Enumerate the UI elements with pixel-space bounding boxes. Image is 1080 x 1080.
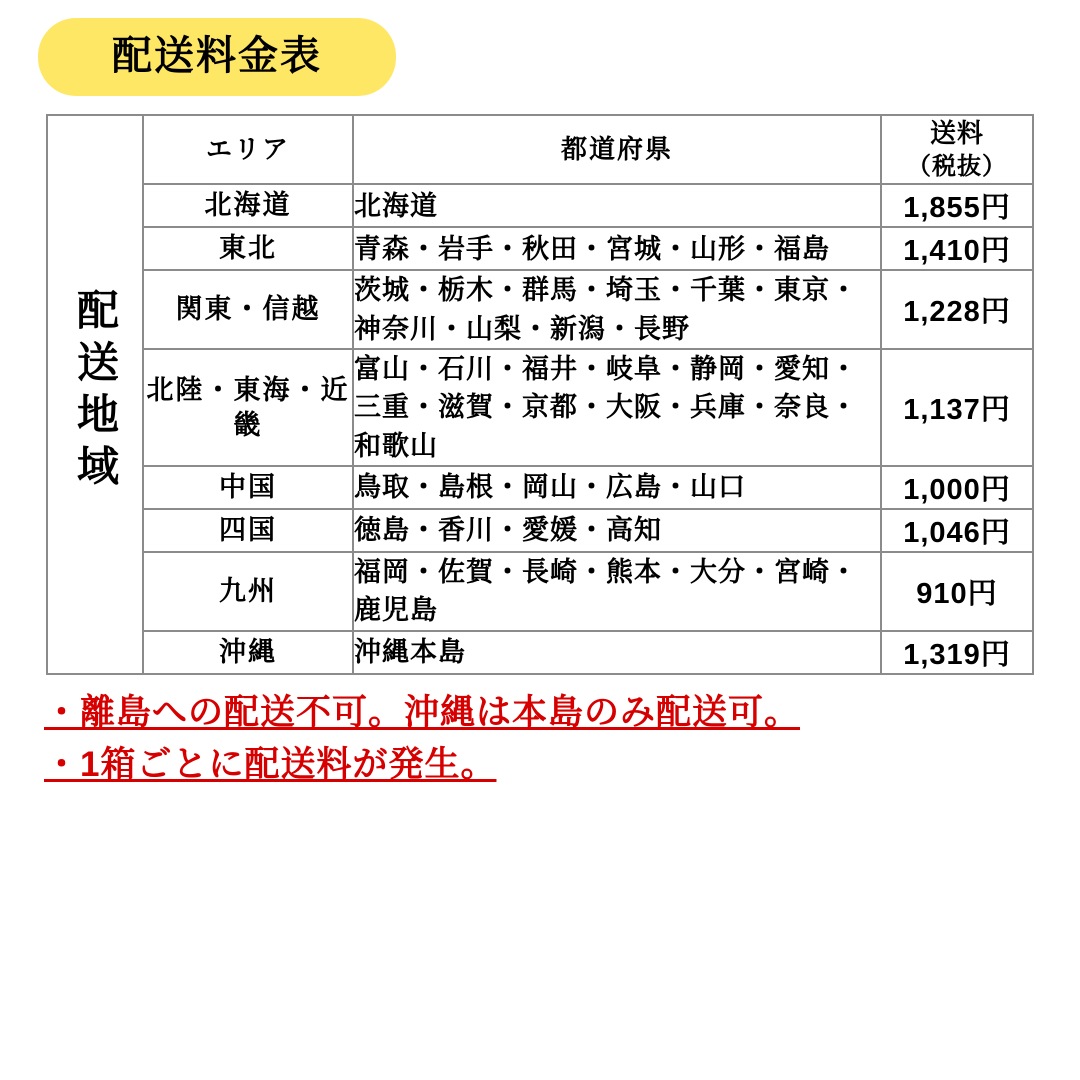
title-area [0,0,1080,96]
table-row [47,227,1033,270]
area-label: 北陸・東海・近畿 [143,349,353,466]
table-header-row [47,115,1033,184]
prefectures-label: 北海道 [353,184,881,227]
fee-value: 1,228円 [881,270,1033,349]
note-text: ・1箱ごとに配送料が発生。 [44,745,497,785]
prefectures-label: 茨城・栃木・群馬・埼玉・千葉・東京・神奈川・山梨・新潟・長野 [353,270,881,349]
fee-value: 1,410円 [881,227,1033,270]
table-row [47,349,1033,466]
prefectures-label: 富山・石川・福井・岐阜・静岡・愛知・三重・滋賀・京都・大阪・兵庫・奈良・和歌山 [353,349,881,466]
fee-value: 1,137円 [881,349,1033,466]
fee-value: 1,855円 [881,184,1033,227]
fee-table-wrapper [0,96,1080,675]
header-fee-line1: 送料 [929,118,984,148]
area-label: 中国 [143,466,353,509]
note-item [44,687,1080,740]
area-label: 関東・信越 [143,270,353,349]
note-text: ・離島への配送不可。沖縄は本島のみ配送可。 [44,692,801,732]
vertical-header-cell [47,115,143,674]
prefectures-label: 青森・岩手・秋田・宮城・山形・福島 [353,227,881,270]
fee-value: 910円 [881,552,1033,631]
vertical-header-label: 配送地域 [72,287,120,496]
prefectures-label: 沖縄本島 [353,631,881,674]
notes-area [0,675,1080,792]
table-row [47,184,1033,227]
area-label: 東北 [143,227,353,270]
fee-value: 1,046円 [881,509,1033,552]
area-label: 沖縄 [143,631,353,674]
fee-value: 1,319円 [881,631,1033,674]
table-row [47,509,1033,552]
table-row [47,552,1033,631]
area-label: 九州 [143,552,353,631]
table-row [47,270,1033,349]
fee-value: 1,000円 [881,466,1033,509]
title-pill [38,18,396,96]
table-row [47,466,1033,509]
area-label: 北海道 [143,184,353,227]
header-prefectures: 都道府県 [353,115,881,184]
header-area: エリア [143,115,353,184]
header-fee [881,115,1033,184]
header-fee-line2: （税抜） [907,153,1007,181]
shipping-fee-table [46,114,1034,675]
note-item [44,739,1080,792]
table-row [47,631,1033,674]
prefectures-label: 鳥取・島根・岡山・広島・山口 [353,466,881,509]
prefectures-label: 徳島・香川・愛媛・高知 [353,509,881,552]
area-label: 四国 [143,509,353,552]
page-title: 配送料金表 [112,34,322,78]
prefectures-label: 福岡・佐賀・長崎・熊本・大分・宮崎・鹿児島 [353,552,881,631]
